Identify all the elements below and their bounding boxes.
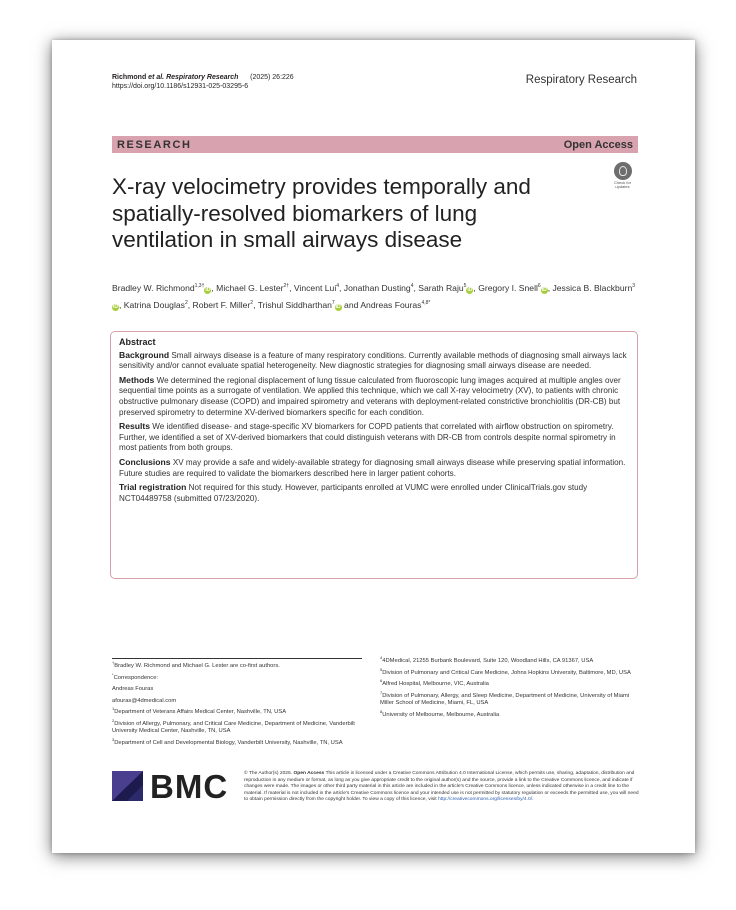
footnote-marker: † bbox=[112, 660, 115, 665]
footnote-text: Alfred Hospital, Melbourne, VIC, Australia bbox=[382, 680, 489, 687]
open-access-label: Open Access bbox=[563, 138, 633, 151]
footnote-text: Correspondence: bbox=[113, 674, 159, 681]
author-affiliation: 4,8* bbox=[421, 299, 431, 306]
author-separator: , bbox=[413, 282, 419, 293]
bmc-logo-icon bbox=[112, 771, 143, 801]
citation-authors: Richmond bbox=[112, 74, 149, 81]
footnote-text: afouras@4dmedical.com bbox=[112, 697, 177, 704]
footnote-text: University of Melbourne, Melbourne, Australia bbox=[382, 711, 500, 718]
author-separator: and bbox=[341, 299, 361, 310]
article-type-banner bbox=[112, 136, 638, 153]
author-affiliation: 2 bbox=[184, 299, 188, 306]
author-name: Michael G. Lester bbox=[216, 282, 284, 293]
abstract-heading: Abstract bbox=[119, 337, 156, 347]
author-affiliation: 6 bbox=[537, 283, 541, 289]
license-body: This article is licensed under a Creative Commons Attribution 4.0 International License, which permits use, sharing, adaptation, distribution and reproduction in any medium or format, as long as you give appropriate credit to the original author(s) and the source, provide a link to the Creative Commons licence, and indicate if changes were made. The images or other third party material in this article are included in the article's Creative Commons licence, unless indicated otherwise in a credit line to the material. If material is not included in the article's Creative Commons licence and your intended use is not permitted by statutory regulation or exceeds the permitted use, you will need to obtain permission directly from the copyright holder. To view a copy of this licence, visit bbox=[244, 771, 639, 803]
abstract-section-label: Conclusions bbox=[119, 456, 171, 467]
doi-link[interactable]: https://doi.org/10.1186/s12931-025-03295-6 bbox=[112, 83, 249, 90]
author-name: Bradley W. Richmond bbox=[112, 282, 195, 293]
abstract-section-label: Results bbox=[119, 421, 151, 432]
footnote-marker: 8 bbox=[380, 708, 383, 714]
author-name: Robert F. Miller bbox=[192, 299, 251, 310]
author-affiliation: 2 bbox=[250, 299, 254, 306]
footnote bbox=[112, 736, 372, 748]
author-affiliation: 4 bbox=[410, 283, 414, 289]
author-separator: , bbox=[547, 282, 553, 293]
footnote bbox=[112, 659, 372, 671]
license-text bbox=[244, 771, 640, 804]
author-affiliation: 2† bbox=[283, 283, 290, 289]
author-separator: , bbox=[211, 282, 217, 293]
abstract-section-text: Small airways disease is a feature of many respiratory conditions. Currently available methods of diagnosing small airways lack sensitivity and/or cannot evaluate spatial heterogeneity. New diagnostic strategies for diagnosing small airways disease are needed. bbox=[119, 350, 627, 371]
abstract-section bbox=[119, 350, 629, 372]
footnote-marker: 1 bbox=[112, 706, 115, 712]
author-separator: , bbox=[339, 282, 344, 293]
footnotes-left bbox=[112, 659, 372, 747]
footnote bbox=[380, 666, 638, 678]
footnote bbox=[112, 671, 372, 683]
abstract-section-text: Not required for this study. However, participants enrolled at VUMC were enrolled under ClinicalTrials.gov study NCT04489758 (submitted 07/23/2020). bbox=[119, 483, 588, 503]
footnote bbox=[112, 705, 372, 717]
footnote-marker: 3 bbox=[112, 736, 115, 742]
footnote-marker: 7 bbox=[380, 689, 383, 695]
footnote-marker: * bbox=[112, 671, 114, 677]
footnote-text: Division of Allergy, Pulmonary, and Critical Care Medicine, Department of Medicine, Vanderbilt University Medical Center, Nashville, TN, USA bbox=[112, 720, 355, 735]
article-title: X-ray velocimetry provides temporally and spatially-resolved biomarkers of lung ventilation in small airways disease bbox=[112, 174, 531, 252]
orcid-icon[interactable]: iD bbox=[541, 286, 547, 293]
footnote bbox=[112, 682, 372, 694]
author-affiliation: 4 bbox=[336, 283, 340, 289]
bmc-logo-text: BMC bbox=[150, 768, 229, 805]
author-separator: , bbox=[119, 299, 124, 310]
author-affiliation: 1,3† bbox=[194, 283, 205, 289]
license-open-access: Open Access bbox=[293, 771, 325, 776]
abstract-section bbox=[119, 457, 629, 479]
footnote bbox=[380, 654, 638, 666]
author-affiliation: 5 bbox=[463, 283, 467, 289]
author-separator: , bbox=[289, 282, 294, 293]
footnote-marker: 6 bbox=[380, 678, 383, 684]
orcid-icon[interactable]: iD bbox=[335, 303, 341, 310]
footnote-text: Division of Pulmonary and Critical Care Medicine, Johns Hopkins University, Baltimore, MD, USA bbox=[382, 669, 631, 676]
abstract-section bbox=[119, 421, 629, 454]
abstract-section-label: Trial registration bbox=[119, 482, 187, 493]
author-name: Jessica B. Blackburn bbox=[552, 282, 633, 293]
journal-name: Respiratory Research bbox=[525, 74, 637, 86]
article-page bbox=[52, 40, 695, 853]
footnote-text: Department of Cell and Developmental Biology, Vanderbilt University, Nashville, TN, USA bbox=[114, 739, 343, 746]
abstract-section bbox=[119, 375, 629, 418]
check-for-updates-badge[interactable] bbox=[610, 162, 635, 192]
footnote-marker: 2 bbox=[112, 717, 115, 723]
footnote bbox=[112, 717, 372, 736]
license-copyright: © The Author(s) 2025. bbox=[244, 771, 293, 776]
orcid-icon[interactable]: iD bbox=[205, 286, 211, 293]
check-updates-text: Check for updates bbox=[613, 180, 632, 189]
license-link[interactable]: http://creativecommons.org/licenses/by/4.0/ bbox=[438, 797, 533, 803]
author-separator: , bbox=[187, 299, 193, 310]
footnote-text: Bradley W. Richmond and Michael G. Lester are co-first authors. bbox=[114, 662, 280, 669]
abstract-section-text: XV may provide a safe and widely-available strategy for diagnosing small airways disease while preserving spatial information. Future studies are required to validate the biomarkers described here in larger patient cohorts. bbox=[119, 457, 626, 478]
footnote-marker: 5 bbox=[380, 666, 383, 672]
abstract-section-text: We identified disease- and stage-specific XV biomarkers for COPD patients that correlated with airflow obstruction on spirometry. Further, we identified a set of XV-derived biomarkers that could distinguish veterans with DR-CB from controls despite normal spirometry in most patients from both groups. bbox=[119, 422, 616, 453]
citation-journal: et al. Respiratory Research bbox=[148, 74, 239, 81]
article-type-label: RESEARCH bbox=[117, 138, 192, 151]
author-name: Andreas Fouras bbox=[360, 299, 422, 310]
footnotes-right bbox=[380, 654, 638, 719]
footnote-text: Department of Veterans Affairs Medical Center, Nashville, TN, USA bbox=[114, 708, 287, 715]
author-affiliation: 3 bbox=[632, 283, 636, 289]
author-name: Vincent Lui bbox=[293, 282, 337, 293]
orcid-icon[interactable]: iD bbox=[467, 286, 473, 293]
abstract-box bbox=[110, 331, 638, 579]
abstract-section-text: We determined the regional displacement of lung tissue calculated from fluoroscopic lung images acquired at multiple angles over sequential time points as a surrogate of ventilation. We applied this technique, which we call X-ray velocimetry (XV), to patients with chronic obstructive pulmonary disease (COPD) and impaired spirometry and veterans with deployment-related constrictive bronchiolitis (DR-CB) but preserved spirometry to determine XV-derived biomarkers specific for each condition. bbox=[119, 375, 621, 417]
footnote bbox=[380, 689, 638, 708]
check-updates-icon bbox=[614, 162, 632, 180]
abstract-section-label: Methods bbox=[119, 374, 155, 385]
orcid-icon[interactable]: iD bbox=[113, 303, 118, 310]
author-name: Trishul Siddharthan bbox=[257, 299, 332, 310]
footnote-text: 4DMedical, 21255 Burbank Boulevard, Suite 120, Woodland Hills, CA 91367, USA bbox=[382, 657, 594, 664]
license-end: . bbox=[532, 797, 534, 803]
author-separator: , bbox=[473, 282, 479, 293]
footnote bbox=[380, 677, 638, 689]
author-name: Katrina Douglas bbox=[123, 299, 185, 310]
footnote-marker: 4 bbox=[380, 655, 383, 660]
author-list bbox=[112, 279, 640, 313]
abstract-section bbox=[119, 482, 629, 504]
footnote-text: Andreas Fouras bbox=[112, 685, 154, 692]
citation-year: (2025) 26:226 bbox=[250, 74, 294, 81]
footnote bbox=[380, 708, 638, 720]
author-name: Jonathan Dusting bbox=[343, 282, 411, 293]
footnote bbox=[112, 694, 372, 706]
author-separator: , bbox=[253, 299, 258, 310]
author-affiliation: 7 bbox=[331, 299, 335, 306]
author-name: Sarath Raju bbox=[418, 282, 464, 293]
citation-header bbox=[112, 73, 294, 91]
footnote-text: Division of Pulmonary, Allergy, and Sleep Medicine, Department of Medicine, University of Miami Miller School of Medicine, Miami, FL, USA bbox=[380, 692, 630, 707]
abstract-section-label: Background bbox=[119, 349, 170, 360]
author-name: Gregory I. Snell bbox=[478, 282, 538, 293]
